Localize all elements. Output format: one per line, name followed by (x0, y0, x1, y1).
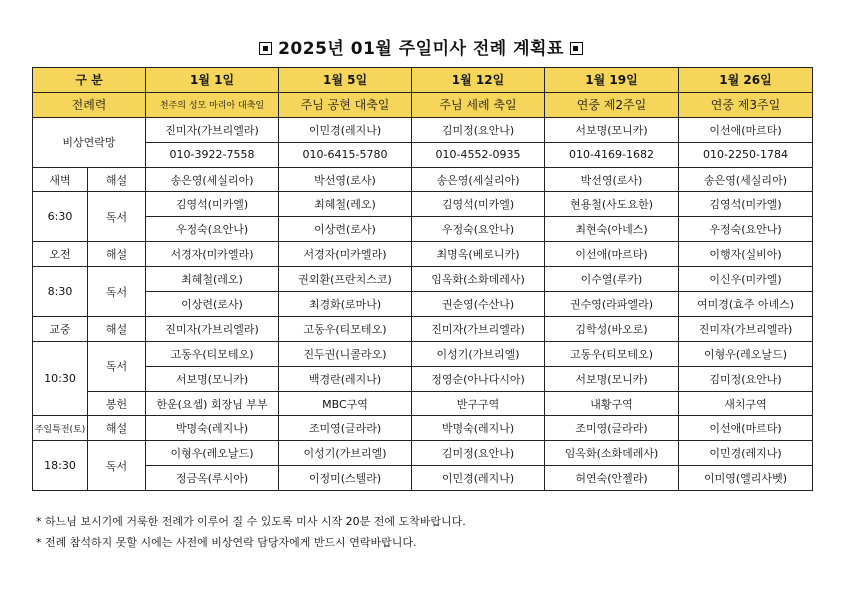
commentary-cell: 이행자(실비아) (679, 242, 813, 267)
reading-cell: 이형우(레오날드) (679, 341, 813, 366)
mass-commentary-row (33, 316, 813, 341)
emergency-phones-row (33, 142, 813, 167)
reading-cell: 서보명(모니카) (545, 366, 679, 391)
reading-cell: 이신우(미카엘) (679, 267, 813, 292)
commentary-cell: 박선영(로사) (279, 167, 412, 192)
footnotes (36, 511, 466, 553)
emergency-name: 김미정(요안나) (412, 117, 545, 142)
reading-cell: 이상련(로사) (146, 292, 279, 317)
emergency-name: 서보명(모니카) (545, 117, 679, 142)
mass-reading-row (33, 292, 813, 317)
schedule-table (32, 67, 813, 491)
commentary-cell: 이선애(마르타) (545, 242, 679, 267)
title-text: 2025년 01월 주일미사 전례 계획표 (278, 39, 564, 59)
commentary-cell: 박명숙(레지나) (146, 416, 279, 441)
offering-cell: 반구구역 (412, 391, 545, 416)
mass-time: 6:30 (33, 192, 88, 242)
emergency-names-row (33, 117, 813, 142)
commentary-cell: 박선영(로사) (545, 167, 679, 192)
liturgy-label: 전례력 (33, 92, 146, 117)
reading-cell: 김미정(요안나) (412, 441, 545, 466)
reading-cell: 이수열(루카) (545, 267, 679, 292)
reading-cell: 권순영(수산나) (412, 292, 545, 317)
mass-reading-row (33, 366, 813, 391)
reading-cell: 최혜철(레오) (146, 267, 279, 292)
emergency-label: 비상연락망 (33, 117, 146, 167)
reading-cell: 이민경(레지나) (679, 441, 813, 466)
reading-cell: 이미영(엘리사벳) (679, 466, 813, 491)
offering-cell: MBC구역 (279, 391, 412, 416)
reading-cell: 우정숙(요안나) (679, 217, 813, 242)
emergency-name: 진미자(가브리엘라) (146, 117, 279, 142)
reading-cell: 허연숙(안젤라) (545, 466, 679, 491)
role-label: 독서 (88, 341, 146, 391)
reading-cell: 고동우(티모테오) (146, 341, 279, 366)
reading-cell: 이성기(가브리엘) (412, 341, 545, 366)
reading-cell: 정영순(아나다시아) (412, 366, 545, 391)
mass-time: 18:30 (33, 441, 88, 491)
commentary-cell: 조미영(글라라) (279, 416, 412, 441)
offering-cell: 내황구역 (545, 391, 679, 416)
role-label: 해설 (88, 416, 146, 441)
commentary-cell: 서경자(미카엘라) (279, 242, 412, 267)
emergency-name: 이선애(마르타) (679, 117, 813, 142)
date-cell: 1월 1일 (146, 68, 279, 93)
reading-cell: 임옥화(소화데레사) (412, 267, 545, 292)
reading-cell: 정금옥(루시아) (146, 466, 279, 491)
role-label: 해설 (88, 316, 146, 341)
reading-cell: 권외환(프란치스코) (279, 267, 412, 292)
reading-cell: 최경화(로마나) (279, 292, 412, 317)
mass-offering-row (33, 391, 813, 416)
date-cell: 1월 19일 (545, 68, 679, 93)
commentary-cell: 송은영(세실리아) (146, 167, 279, 192)
offering-cell: 한운(요셉) 회장님 부부 (146, 391, 279, 416)
liturgy-header-row (33, 92, 813, 117)
liturgy-cell: 연중 제2주일 (545, 92, 679, 117)
reading-cell: 최현숙(아네스) (545, 217, 679, 242)
reading-cell: 진두권(니콜라오) (279, 341, 412, 366)
role-label: 독서 (88, 267, 146, 317)
mass-reading-row (33, 441, 813, 466)
commentary-cell: 조미영(글라라) (545, 416, 679, 441)
mass-name: 교중 (33, 316, 88, 341)
liturgy-cell: 주님 세례 축일 (412, 92, 545, 117)
commentary-cell: 송은영(세실리아) (412, 167, 545, 192)
reading-cell: 이민경(레지나) (412, 466, 545, 491)
liturgy-cell: 연중 제3주일 (679, 92, 813, 117)
reading-cell: 권수영(라파엘라) (545, 292, 679, 317)
square-bullet-icon (259, 42, 272, 55)
reading-cell: 현용철(사도요한) (545, 192, 679, 217)
footnote: * 전례 참석하지 못할 시에는 사전에 비상연락 담당자에게 반드시 연락바랍니다. (36, 536, 417, 549)
reading-cell: 이형우(레오날드) (146, 441, 279, 466)
offering-cell: 새치구역 (679, 391, 813, 416)
reading-cell: 김미정(요안나) (679, 366, 813, 391)
mass-reading-row (33, 217, 813, 242)
square-bullet-icon (570, 42, 583, 55)
commentary-cell: 최명옥(베로니카) (412, 242, 545, 267)
reading-cell: 김영석(미카엘) (412, 192, 545, 217)
mass-reading-row (33, 267, 813, 292)
reading-cell: 임옥화(소화데레사) (545, 441, 679, 466)
mass-commentary-row (33, 242, 813, 267)
emergency-phone: 010-6415-5780 (279, 142, 412, 167)
commentary-cell: 진미자(가브리엘라) (146, 316, 279, 341)
reading-cell: 여미경(효주 아녜스) (679, 292, 813, 317)
mass-commentary-row (33, 167, 813, 192)
role-label: 독서 (88, 441, 146, 491)
commentary-cell: 진미자(가브리엘라) (412, 316, 545, 341)
emergency-phone: 010-3922-7558 (146, 142, 279, 167)
reading-cell: 백경란(레지나) (279, 366, 412, 391)
reading-cell: 고동우(티모테오) (545, 341, 679, 366)
mass-reading-row (33, 192, 813, 217)
role-label: 해설 (88, 167, 146, 192)
emergency-name: 이민경(레지나) (279, 117, 412, 142)
mass-commentary-row (33, 416, 813, 441)
footnote: * 하느님 보시기에 거룩한 전례가 이루어 질 수 있도록 미사 시작 20분 전에 도착바랍니다. (36, 515, 466, 528)
role-label: 해설 (88, 242, 146, 267)
mass-name: 주일특전(토) (33, 416, 88, 441)
reading-cell: 김영석(미카엘) (679, 192, 813, 217)
mass-time: 8:30 (33, 267, 88, 317)
date-cell: 1월 12일 (412, 68, 545, 93)
commentary-cell: 서경자(미카엘라) (146, 242, 279, 267)
reading-cell: 우정숙(요안나) (146, 217, 279, 242)
reading-cell: 우정숙(요안나) (412, 217, 545, 242)
liturgy-cell: 주님 공현 대축일 (279, 92, 412, 117)
reading-cell: 김영석(미카엘) (146, 192, 279, 217)
liturgy-cell: 천주의 성모 마리아 대축일 (146, 92, 279, 117)
reading-cell: 최혜철(레오) (279, 192, 412, 217)
commentary-cell: 진미자(가브리엘라) (679, 316, 813, 341)
mass-name: 새벽 (33, 167, 88, 192)
reading-cell: 이정미(스텔라) (279, 466, 412, 491)
role-label: 독서 (88, 192, 146, 242)
mass-name: 오전 (33, 242, 88, 267)
commentary-cell: 고동우(티모테오) (279, 316, 412, 341)
date-cell: 1월 5일 (279, 68, 412, 93)
commentary-cell: 박명숙(레지나) (412, 416, 545, 441)
page-title (0, 34, 842, 59)
date-cell: 1월 26일 (679, 68, 813, 93)
mass-reading-row (33, 341, 813, 366)
header-label: 구 분 (33, 68, 146, 93)
commentary-cell: 이선애(마르타) (679, 416, 813, 441)
emergency-phone: 010-4552-0935 (412, 142, 545, 167)
date-header-row (33, 68, 813, 93)
commentary-cell: 김학성(바오로) (545, 316, 679, 341)
reading-cell: 서보명(모니카) (146, 366, 279, 391)
commentary-cell: 송은영(세실리아) (679, 167, 813, 192)
role-label: 봉헌 (88, 391, 146, 416)
mass-time: 10:30 (33, 341, 88, 416)
emergency-phone: 010-2250-1784 (679, 142, 813, 167)
mass-reading-row (33, 466, 813, 491)
reading-cell: 이상련(로사) (279, 217, 412, 242)
emergency-phone: 010-4169-1682 (545, 142, 679, 167)
reading-cell: 이성기(가브리엘) (279, 441, 412, 466)
